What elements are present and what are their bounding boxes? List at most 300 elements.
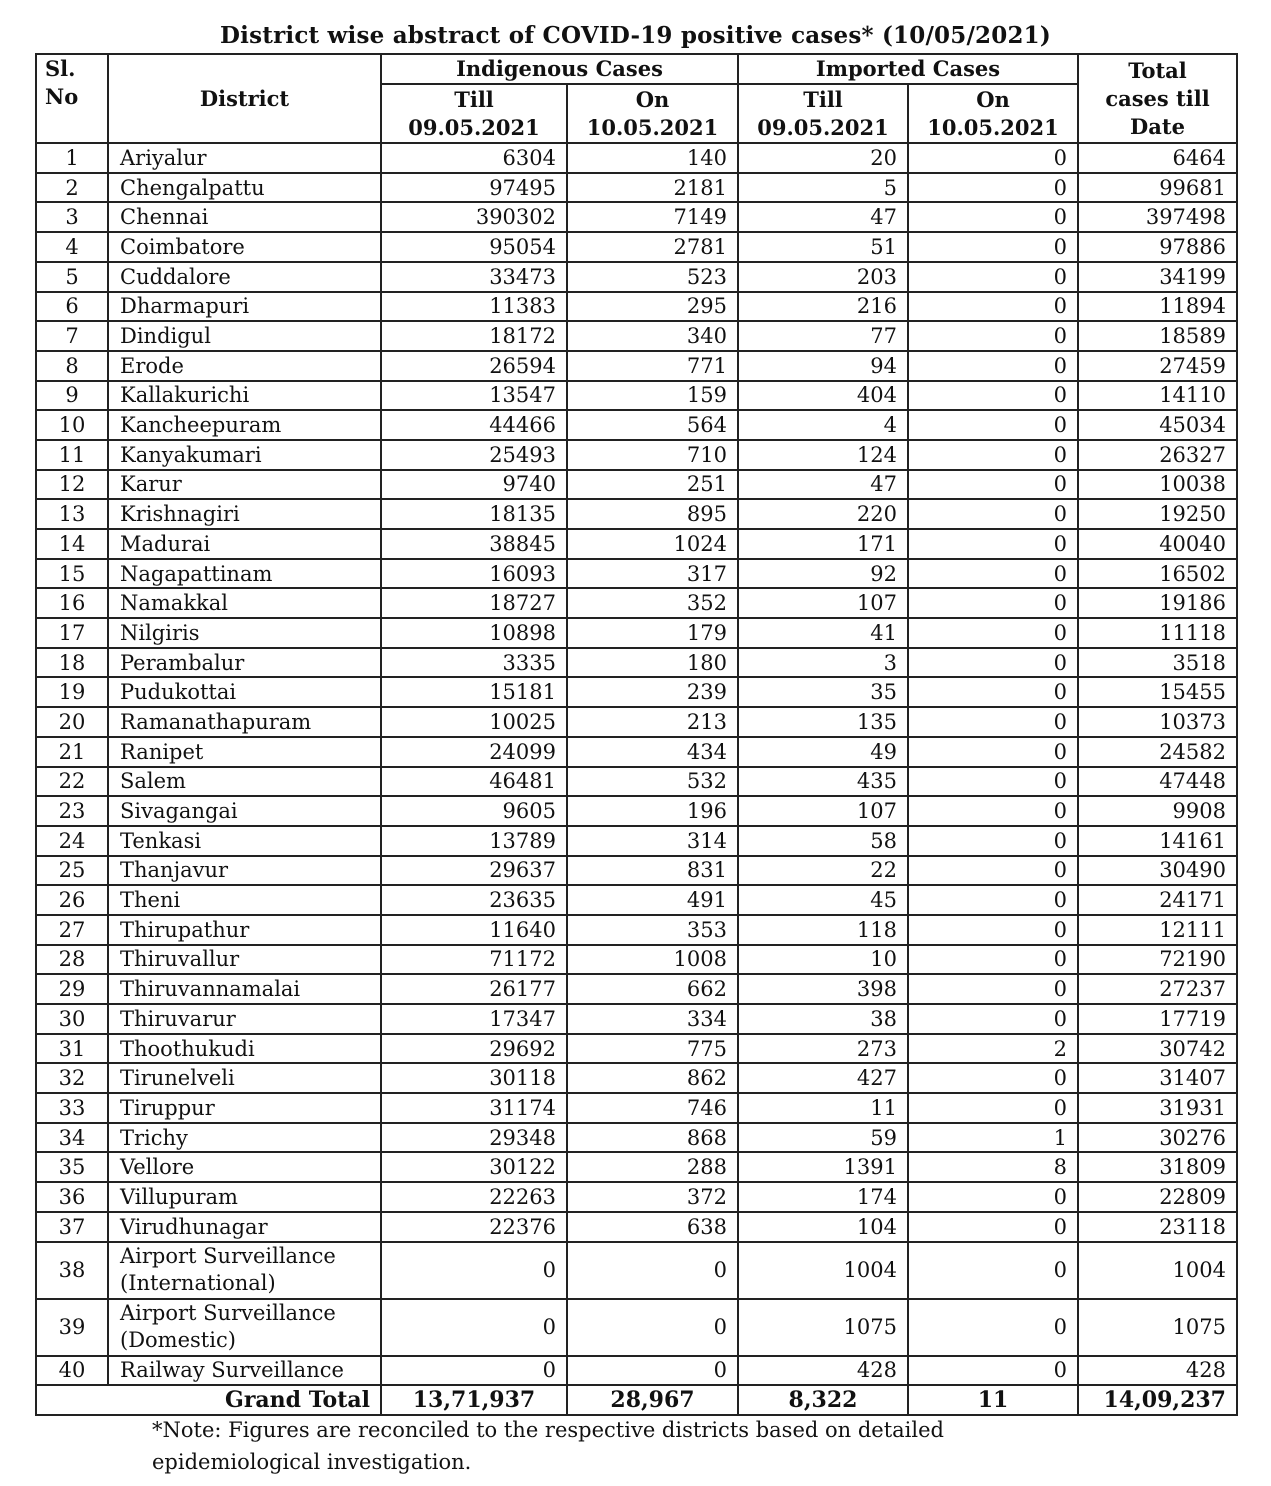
indigenous-till-cell: 30118 (381, 1063, 567, 1093)
total-cell: 99681 (1078, 173, 1237, 203)
imported-till-cell: 77 (738, 321, 908, 351)
imported-till-cell: 49 (738, 737, 908, 767)
total-cell: 9908 (1078, 796, 1237, 826)
district-cell: Ramanathapuram (108, 707, 381, 737)
sl-cell: 10 (36, 410, 108, 440)
indigenous-till-cell: 9605 (381, 796, 567, 826)
sl-cell: 6 (36, 292, 108, 322)
table-row (36, 1123, 1237, 1153)
sl-cell: 15 (36, 559, 108, 589)
indigenous-till-cell: 22376 (381, 1212, 567, 1242)
header-total: Total cases till Date (1078, 54, 1237, 143)
district-cell: Madurai (108, 529, 381, 559)
indigenous-till-cell: 46481 (381, 767, 567, 797)
imported-on-cell: 0 (908, 588, 1078, 618)
imported-till-cell: 59 (738, 1123, 908, 1153)
indigenous-till-cell: 9740 (381, 470, 567, 500)
indigenous-on-cell: 0 (567, 1356, 738, 1386)
total-cell: 31809 (1078, 1152, 1237, 1182)
imported-till-cell: 41 (738, 618, 908, 648)
sl-cell: 12 (36, 470, 108, 500)
indigenous-on-cell: 196 (567, 796, 738, 826)
indigenous-till-cell: 22263 (381, 1182, 567, 1212)
sl-cell: 3 (36, 202, 108, 232)
district-cell: Pudukottai (108, 677, 381, 707)
indigenous-till-cell: 97495 (381, 173, 567, 203)
sl-cell: 31 (36, 1034, 108, 1064)
total-cell: 10038 (1078, 470, 1237, 500)
grand-total-row (36, 1385, 1237, 1415)
total-cell: 14110 (1078, 381, 1237, 411)
imported-till-cell: 35 (738, 677, 908, 707)
total-cell: 11118 (1078, 618, 1237, 648)
imported-till-cell: 94 (738, 351, 908, 381)
total-cell: 27237 (1078, 974, 1237, 1004)
district-cell: Kanyakumari (108, 440, 381, 470)
table-row (36, 677, 1237, 707)
total-cell: 11894 (1078, 292, 1237, 322)
total-cell: 17719 (1078, 1004, 1237, 1034)
table-row (36, 351, 1237, 381)
indigenous-on-cell: 831 (567, 856, 738, 886)
total-cell: 40040 (1078, 529, 1237, 559)
imported-on-cell: 0 (908, 1063, 1078, 1093)
indigenous-on-cell: 2181 (567, 173, 738, 203)
table-row (36, 1004, 1237, 1034)
indigenous-on-cell: 746 (567, 1093, 738, 1123)
imported-till-cell: 20 (738, 143, 908, 173)
imported-on-cell: 0 (908, 677, 1078, 707)
sl-cell: 18 (36, 648, 108, 678)
table-row (36, 440, 1237, 470)
indigenous-on-cell: 7149 (567, 202, 738, 232)
sl-cell: 29 (36, 974, 108, 1004)
district-cell: Tirunelveli (108, 1063, 381, 1093)
table-row (36, 1063, 1237, 1093)
imported-on-cell: 0 (908, 173, 1078, 203)
imported-till-cell: 1391 (738, 1152, 908, 1182)
indigenous-on-cell: 662 (567, 974, 738, 1004)
imported-on-cell: 0 (908, 321, 1078, 351)
imported-on-cell: 0 (908, 529, 1078, 559)
sl-cell: 27 (36, 915, 108, 945)
district-cell: Airport Surveillance (International) (108, 1242, 381, 1299)
indigenous-till-cell: 29692 (381, 1034, 567, 1064)
imported-till-cell: 216 (738, 292, 908, 322)
total-cell: 97886 (1078, 232, 1237, 262)
footnote (152, 1414, 1052, 1478)
district-cell: Theni (108, 885, 381, 915)
table-row (36, 410, 1237, 440)
district-cell: Kancheepuram (108, 410, 381, 440)
imported-till-cell: 118 (738, 915, 908, 945)
imported-on-cell: 0 (908, 1299, 1078, 1356)
district-cell: Villupuram (108, 1182, 381, 1212)
indigenous-till-cell: 13789 (381, 826, 567, 856)
imported-till-cell: 1075 (738, 1299, 908, 1356)
indigenous-till-cell: 0 (381, 1299, 567, 1356)
table-row (36, 529, 1237, 559)
indigenous-on-cell: 0 (567, 1242, 738, 1299)
total-cell: 47448 (1078, 767, 1237, 797)
imported-on-cell: 0 (908, 262, 1078, 292)
indigenous-on-cell: 314 (567, 826, 738, 856)
imported-on-cell: 1 (908, 1123, 1078, 1153)
indigenous-till-cell: 95054 (381, 232, 567, 262)
indigenous-till-cell: 0 (381, 1242, 567, 1299)
district-cell: Karur (108, 470, 381, 500)
district-cell: Chennai (108, 202, 381, 232)
imported-on-cell: 0 (908, 351, 1078, 381)
sl-cell: 34 (36, 1123, 108, 1153)
header-indigenous: Indigenous Cases (381, 54, 738, 84)
district-cell: Tiruppur (108, 1093, 381, 1123)
table-row (36, 1034, 1237, 1064)
imported-till-cell: 22 (738, 856, 908, 886)
imported-on-cell: 0 (908, 1182, 1078, 1212)
total-cell: 30276 (1078, 1123, 1237, 1153)
sl-cell: 13 (36, 499, 108, 529)
table-row (36, 856, 1237, 886)
indigenous-till-cell: 33473 (381, 262, 567, 292)
district-cell: Tenkasi (108, 826, 381, 856)
imported-till-cell: 273 (738, 1034, 908, 1064)
table-row (36, 974, 1237, 1004)
sl-cell: 37 (36, 1212, 108, 1242)
total-cell: 18589 (1078, 321, 1237, 351)
imported-till-cell: 47 (738, 470, 908, 500)
indigenous-till-cell: 44466 (381, 410, 567, 440)
total-cell: 30742 (1078, 1034, 1237, 1064)
imported-till-cell: 203 (738, 262, 908, 292)
total-cell: 19250 (1078, 499, 1237, 529)
grand-total-total: 14,09,237 (1078, 1385, 1237, 1415)
indigenous-on-cell: 2781 (567, 232, 738, 262)
imported-till-cell: 4 (738, 410, 908, 440)
header-imp-on: On (908, 84, 1078, 114)
indigenous-on-cell: 862 (567, 1063, 738, 1093)
table-row (36, 1242, 1237, 1299)
imported-till-cell: 174 (738, 1182, 908, 1212)
indigenous-till-cell: 13547 (381, 381, 567, 411)
table-row (36, 262, 1237, 292)
indigenous-till-cell: 29348 (381, 1123, 567, 1153)
sl-cell: 35 (36, 1152, 108, 1182)
district-cell: Ranipet (108, 737, 381, 767)
indigenous-on-cell: 895 (567, 499, 738, 529)
footnote-line-2: epidemiological investigation. (152, 1450, 472, 1474)
header-ind-on: On (567, 84, 738, 114)
total-cell: 397498 (1078, 202, 1237, 232)
table-row (36, 588, 1237, 618)
indigenous-till-cell: 26177 (381, 974, 567, 1004)
imported-on-cell: 0 (908, 1212, 1078, 1242)
indigenous-on-cell: 251 (567, 470, 738, 500)
sl-cell: 38 (36, 1242, 108, 1299)
imported-till-cell: 171 (738, 529, 908, 559)
grand-total-imp-till: 8,322 (738, 1385, 908, 1415)
total-cell: 428 (1078, 1356, 1237, 1386)
imported-on-cell: 2 (908, 1034, 1078, 1064)
total-cell: 31931 (1078, 1093, 1237, 1123)
table-row (36, 292, 1237, 322)
sl-cell: 16 (36, 588, 108, 618)
table-row (36, 321, 1237, 351)
imported-on-cell: 0 (908, 974, 1078, 1004)
imported-till-cell: 51 (738, 232, 908, 262)
sl-cell: 22 (36, 767, 108, 797)
indigenous-on-cell: 372 (567, 1182, 738, 1212)
sl-cell: 2 (36, 173, 108, 203)
indigenous-on-cell: 491 (567, 885, 738, 915)
indigenous-on-cell: 564 (567, 410, 738, 440)
indigenous-till-cell: 18135 (381, 499, 567, 529)
table-row (36, 1356, 1237, 1386)
table-row (36, 470, 1237, 500)
district-cell: Thiruvallur (108, 945, 381, 975)
indigenous-on-cell: 771 (567, 351, 738, 381)
district-cell: Salem (108, 767, 381, 797)
sl-cell: 1 (36, 143, 108, 173)
imported-on-cell: 0 (908, 143, 1078, 173)
sl-cell: 26 (36, 885, 108, 915)
imported-till-cell: 5 (738, 173, 908, 203)
total-cell: 19186 (1078, 588, 1237, 618)
table-row (36, 618, 1237, 648)
grand-total-label: Grand Total (36, 1385, 381, 1415)
cases-table (35, 53, 1238, 1416)
indigenous-on-cell: 0 (567, 1299, 738, 1356)
sl-cell: 33 (36, 1093, 108, 1123)
indigenous-till-cell: 10898 (381, 618, 567, 648)
table-row (36, 1212, 1237, 1242)
indigenous-on-cell: 1008 (567, 945, 738, 975)
sl-cell: 39 (36, 1299, 108, 1356)
imported-till-cell: 92 (738, 559, 908, 589)
imported-on-cell: 0 (908, 648, 1078, 678)
total-cell: 1004 (1078, 1242, 1237, 1299)
imported-on-cell: 0 (908, 826, 1078, 856)
district-cell: Krishnagiri (108, 499, 381, 529)
sl-cell: 40 (36, 1356, 108, 1386)
district-cell: Nilgiris (108, 618, 381, 648)
district-cell: Kallakurichi (108, 381, 381, 411)
indigenous-till-cell: 24099 (381, 737, 567, 767)
indigenous-till-cell: 26594 (381, 351, 567, 381)
sl-cell: 23 (36, 796, 108, 826)
imported-till-cell: 435 (738, 767, 908, 797)
imported-on-cell: 0 (908, 945, 1078, 975)
indigenous-on-cell: 352 (567, 588, 738, 618)
indigenous-on-cell: 159 (567, 381, 738, 411)
district-cell: Perambalur (108, 648, 381, 678)
total-cell: 27459 (1078, 351, 1237, 381)
indigenous-on-cell: 353 (567, 915, 738, 945)
imported-till-cell: 427 (738, 1063, 908, 1093)
grand-total-imp-on: 11 (908, 1385, 1078, 1415)
footnote-line-1: *Note: Figures are reconciled to the respective districts based on detailed (152, 1418, 944, 1442)
indigenous-till-cell: 0 (381, 1356, 567, 1386)
imported-on-cell: 0 (908, 381, 1078, 411)
imported-till-cell: 107 (738, 796, 908, 826)
imported-till-cell: 398 (738, 974, 908, 1004)
imported-till-cell: 124 (738, 440, 908, 470)
indigenous-on-cell: 710 (567, 440, 738, 470)
indigenous-till-cell: 29637 (381, 856, 567, 886)
indigenous-on-cell: 775 (567, 1034, 738, 1064)
district-cell: Nagapattinam (108, 559, 381, 589)
imported-on-cell: 0 (908, 885, 1078, 915)
imported-on-cell: 0 (908, 1356, 1078, 1386)
sl-cell: 21 (36, 737, 108, 767)
table-row (36, 648, 1237, 678)
total-cell: 24171 (1078, 885, 1237, 915)
table-row (36, 826, 1237, 856)
imported-on-cell: 0 (908, 440, 1078, 470)
table-row (36, 381, 1237, 411)
imported-on-cell: 0 (908, 410, 1078, 440)
district-cell: Airport Surveillance (Domestic) (108, 1299, 381, 1356)
indigenous-on-cell: 334 (567, 1004, 738, 1034)
imported-on-cell: 0 (908, 1242, 1078, 1299)
table-row (36, 173, 1237, 203)
page-title: District wise abstract of COVID-19 positive cases* (10/05/2021) (220, 22, 1051, 49)
table-row (36, 945, 1237, 975)
imported-on-cell: 0 (908, 796, 1078, 826)
table-row (36, 767, 1237, 797)
indigenous-till-cell: 31174 (381, 1093, 567, 1123)
indigenous-on-cell: 213 (567, 707, 738, 737)
imported-till-cell: 58 (738, 826, 908, 856)
table-row (36, 915, 1237, 945)
total-cell: 30490 (1078, 856, 1237, 886)
district-cell: Dharmapuri (108, 292, 381, 322)
sl-cell: 14 (36, 529, 108, 559)
imported-till-cell: 11 (738, 1093, 908, 1123)
imported-till-cell: 135 (738, 707, 908, 737)
header-sl: Sl. No (36, 54, 108, 143)
table-row (36, 1152, 1237, 1182)
indigenous-on-cell: 868 (567, 1123, 738, 1153)
district-cell: Trichy (108, 1123, 381, 1153)
total-cell: 23118 (1078, 1212, 1237, 1242)
total-cell: 72190 (1078, 945, 1237, 975)
table-row (36, 202, 1237, 232)
district-cell: Virudhunagar (108, 1212, 381, 1242)
sl-cell: 20 (36, 707, 108, 737)
imported-on-cell: 0 (908, 915, 1078, 945)
header-imp-till: Till (738, 84, 908, 114)
header-ind-till-date: 09.05.2021 (381, 113, 567, 143)
indigenous-till-cell: 71172 (381, 945, 567, 975)
sl-cell: 5 (36, 262, 108, 292)
imported-till-cell: 10 (738, 945, 908, 975)
header-district: District (108, 54, 381, 143)
total-cell: 45034 (1078, 410, 1237, 440)
indigenous-on-cell: 140 (567, 143, 738, 173)
total-cell: 1075 (1078, 1299, 1237, 1356)
total-cell: 10373 (1078, 707, 1237, 737)
imported-on-cell: 0 (908, 470, 1078, 500)
district-cell: Erode (108, 351, 381, 381)
header-row-1 (36, 54, 1237, 84)
imported-on-cell: 0 (908, 707, 1078, 737)
district-cell: Cuddalore (108, 262, 381, 292)
table-row (36, 885, 1237, 915)
total-cell: 6464 (1078, 143, 1237, 173)
sl-cell: 25 (36, 856, 108, 886)
district-cell: Sivagangai (108, 796, 381, 826)
header-imp-on-date: 10.05.2021 (908, 113, 1078, 143)
imported-on-cell: 0 (908, 856, 1078, 886)
table-row (36, 143, 1237, 173)
imported-on-cell: 0 (908, 202, 1078, 232)
sl-cell: 30 (36, 1004, 108, 1034)
total-cell: 15455 (1078, 677, 1237, 707)
sl-cell: 19 (36, 677, 108, 707)
indigenous-on-cell: 523 (567, 262, 738, 292)
district-cell: Vellore (108, 1152, 381, 1182)
total-cell: 31407 (1078, 1063, 1237, 1093)
indigenous-on-cell: 638 (567, 1212, 738, 1242)
table-row (36, 737, 1237, 767)
header-ind-on-date: 10.05.2021 (567, 113, 738, 143)
district-cell: Namakkal (108, 588, 381, 618)
imported-on-cell: 0 (908, 1004, 1078, 1034)
indigenous-till-cell: 11383 (381, 292, 567, 322)
table-row (36, 232, 1237, 262)
indigenous-till-cell: 16093 (381, 559, 567, 589)
sl-cell: 36 (36, 1182, 108, 1212)
imported-till-cell: 428 (738, 1356, 908, 1386)
district-cell: Thirupathur (108, 915, 381, 945)
district-cell: Thiruvannamalai (108, 974, 381, 1004)
imported-on-cell: 0 (908, 1093, 1078, 1123)
total-cell: 24582 (1078, 737, 1237, 767)
imported-till-cell: 1004 (738, 1242, 908, 1299)
district-cell: Dindigul (108, 321, 381, 351)
indigenous-till-cell: 15181 (381, 677, 567, 707)
imported-on-cell: 0 (908, 292, 1078, 322)
imported-on-cell: 0 (908, 559, 1078, 589)
total-cell: 22809 (1078, 1182, 1237, 1212)
imported-till-cell: 38 (738, 1004, 908, 1034)
sl-cell: 24 (36, 826, 108, 856)
indigenous-on-cell: 317 (567, 559, 738, 589)
district-cell: Thiruvarur (108, 1004, 381, 1034)
indigenous-on-cell: 180 (567, 648, 738, 678)
indigenous-on-cell: 288 (567, 1152, 738, 1182)
total-cell: 14161 (1078, 826, 1237, 856)
table-row (36, 559, 1237, 589)
sl-cell: 11 (36, 440, 108, 470)
total-cell: 3518 (1078, 648, 1237, 678)
imported-till-cell: 3 (738, 648, 908, 678)
imported-on-cell: 0 (908, 618, 1078, 648)
indigenous-till-cell: 11640 (381, 915, 567, 945)
indigenous-on-cell: 340 (567, 321, 738, 351)
district-cell: Thoothukudi (108, 1034, 381, 1064)
table-row (36, 1182, 1237, 1212)
district-cell: Coimbatore (108, 232, 381, 262)
imported-on-cell: 8 (908, 1152, 1078, 1182)
indigenous-on-cell: 295 (567, 292, 738, 322)
table-row (36, 796, 1237, 826)
district-cell: Chengalpattu (108, 173, 381, 203)
indigenous-till-cell: 38845 (381, 529, 567, 559)
imported-on-cell: 0 (908, 737, 1078, 767)
header-ind-till: Till (381, 84, 567, 114)
